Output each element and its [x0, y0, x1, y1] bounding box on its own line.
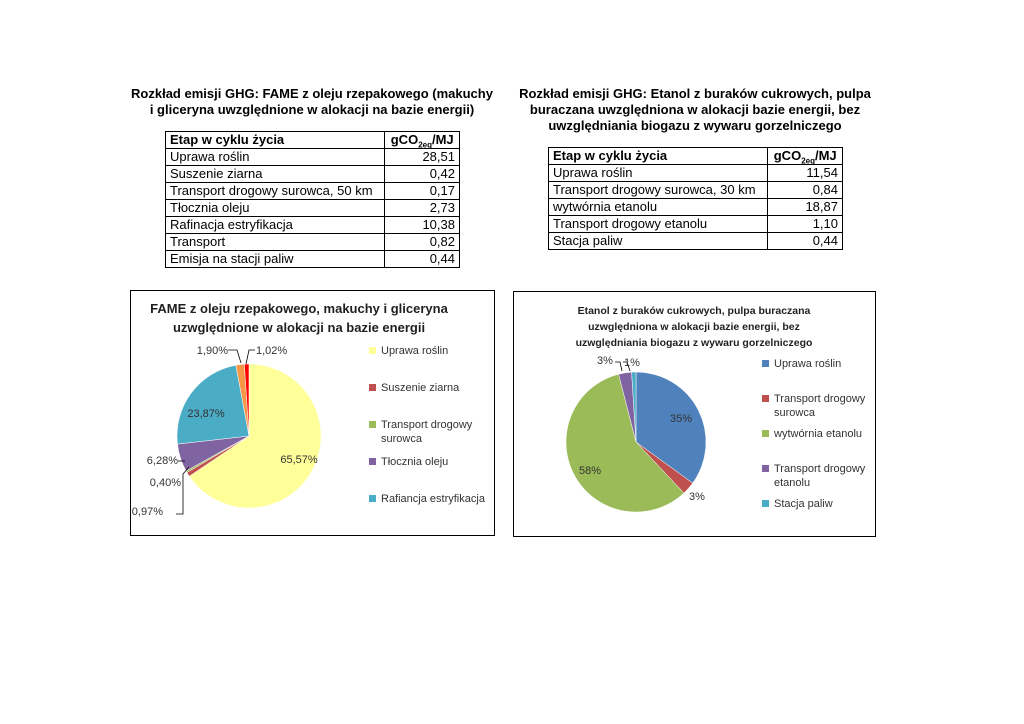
legend-label: Suszenie ziarna [381, 382, 460, 394]
legend-label: Transport drogowy [381, 419, 473, 431]
stage-cell: Emisja na stacji paliw [166, 251, 385, 268]
data-label: 0,40% [149, 477, 181, 489]
value-cell: 28,51 [385, 149, 460, 166]
chart-title-line: uzwględniania biogazu z wywaru gorzelniczego [575, 337, 813, 349]
value-cell: 0,82 [385, 234, 460, 251]
right-title-line1: Rozkład emisji GHG: Etanol z buraków cukrowych, pulpa [519, 86, 871, 101]
table-row [166, 166, 460, 183]
chart-title-line: uzwględnione w alokacji na bazie energii [172, 320, 426, 335]
unit-column-header: gCO$_{2eq}$/MJ [768, 148, 843, 165]
table-row [549, 182, 843, 199]
value-cell: 11,54 [768, 165, 843, 182]
legend-swatch [762, 360, 769, 367]
table-row [549, 165, 843, 182]
leader-line [228, 350, 241, 363]
chart-legend [369, 345, 486, 505]
legend-label: surowca [381, 433, 422, 445]
table-row [166, 234, 460, 251]
legend-label: Transport drogowy [774, 463, 866, 475]
stage-cell: Stacja paliw [549, 233, 768, 250]
leader-line [246, 350, 255, 364]
chart-title [150, 301, 448, 335]
left-emission-table [165, 131, 460, 268]
stage-cell: Suszenie ziarna [166, 166, 385, 183]
legend-swatch [369, 384, 376, 391]
stage-cell: wytwórnia etanolu [549, 199, 768, 216]
left-title-line1: Rozkład emisji GHG: FAME z oleju rzepakowego (makuchy [131, 86, 493, 101]
legend-swatch [369, 495, 376, 502]
legend-label: Stacja paliw [774, 498, 833, 510]
data-label: 3% [689, 491, 705, 503]
legend-label: Transport drogowy [774, 393, 866, 405]
value-cell: 0,44 [768, 233, 843, 250]
legend-swatch [762, 500, 769, 507]
legend-label: surowca [774, 407, 815, 419]
data-label: 1% [624, 357, 640, 369]
data-label: 0,97% [131, 506, 163, 518]
value-cell: 0,17 [385, 183, 460, 200]
left-block-title [112, 86, 512, 118]
legend-swatch [762, 395, 769, 402]
fame-pie-svg [131, 291, 494, 535]
data-label: 58% [578, 465, 602, 477]
chart-legend [762, 358, 866, 510]
table-row [166, 251, 460, 268]
stage-cell: Uprawa roślin [549, 165, 768, 182]
chart-title-line: Etanol z buraków cukrowych, pulpa buraczana [577, 305, 811, 317]
stage-column-header: Etap w cyklu życia [549, 148, 768, 165]
data-label: 35% [669, 413, 693, 425]
value-cell: 10,38 [385, 217, 460, 234]
stage-cell: Transport drogowy surowca, 50 km [166, 183, 385, 200]
pie-slices [566, 372, 706, 512]
fame-pie-chart [130, 290, 495, 536]
data-label: 1,90% [196, 345, 228, 357]
legend-label: Tłocznia oleju [381, 456, 449, 468]
chart-title-line: FAME z oleju rzepakowego, makuchy i gliceryna [150, 301, 448, 316]
stage-cell: Transport drogowy etanolu [549, 216, 768, 233]
stage-cell: Transport [166, 234, 385, 251]
legend-label: Uprawa roślin [774, 358, 842, 370]
stage-cell: Uprawa roślin [166, 149, 385, 166]
chart-title-line: uzwględniona w alokacji bazie energii, bez [588, 321, 800, 333]
data-label: 3% [597, 355, 613, 367]
value-cell: 18,87 [768, 199, 843, 216]
data-label: 6,28% [146, 455, 178, 467]
table-row [166, 200, 460, 217]
table-row [549, 216, 843, 233]
table-row [166, 149, 460, 166]
pie-slices [177, 364, 321, 508]
right-title-line2: buraczana uwzględniona w alokacji bazie energii, bez [529, 102, 861, 117]
data-label: 1,02% [256, 345, 288, 357]
table-row [549, 199, 843, 216]
ethanol-pie-svg [514, 292, 875, 536]
table-header-row [549, 148, 843, 165]
stage-cell: Transport drogowy surowca, 30 km [549, 182, 768, 199]
value-cell: 0,42 [385, 166, 460, 183]
table-header-row [166, 132, 460, 149]
value-cell: 1,10 [768, 216, 843, 233]
table-row [549, 233, 843, 250]
legend-label: wytwórnia etanolu [774, 428, 863, 440]
leader-line [176, 467, 189, 514]
unit-column-header: gCO$_{2eq}$/MJ [385, 132, 460, 149]
legend-swatch [369, 421, 376, 428]
right-emission-table [548, 147, 843, 250]
data-label: 23,87% [187, 408, 225, 420]
stage-cell: Tłocznia oleju [166, 200, 385, 217]
stage-column-header: Etap w cyklu życia [166, 132, 385, 149]
left-title-line2: i gliceryna uwzględnione w alokacji na bazie energii) [149, 102, 475, 117]
table-row [166, 183, 460, 200]
stage-cell: Rafinacja estryfikacja [166, 217, 385, 234]
legend-label: etanolu [774, 477, 811, 489]
legend-swatch [369, 458, 376, 465]
legend-swatch [762, 465, 769, 472]
ethanol-pie-chart [513, 291, 876, 537]
table-row [166, 217, 460, 234]
legend-label: Rafiancja estryfikacja [381, 493, 485, 505]
leader-line [615, 362, 622, 371]
right-block-title [505, 86, 885, 134]
legend-swatch [762, 430, 769, 437]
data-label: 65,57% [280, 454, 318, 466]
value-cell: 0,84 [768, 182, 843, 199]
legend-swatch [369, 347, 376, 354]
value-cell: 2,73 [385, 200, 460, 217]
chart-title [576, 305, 813, 349]
value-cell: 0,44 [385, 251, 460, 268]
legend-label: Uprawa roślin [381, 345, 449, 357]
right-title-line3: uwzględniania biogazu z wywaru gorzelniczego [548, 118, 842, 133]
